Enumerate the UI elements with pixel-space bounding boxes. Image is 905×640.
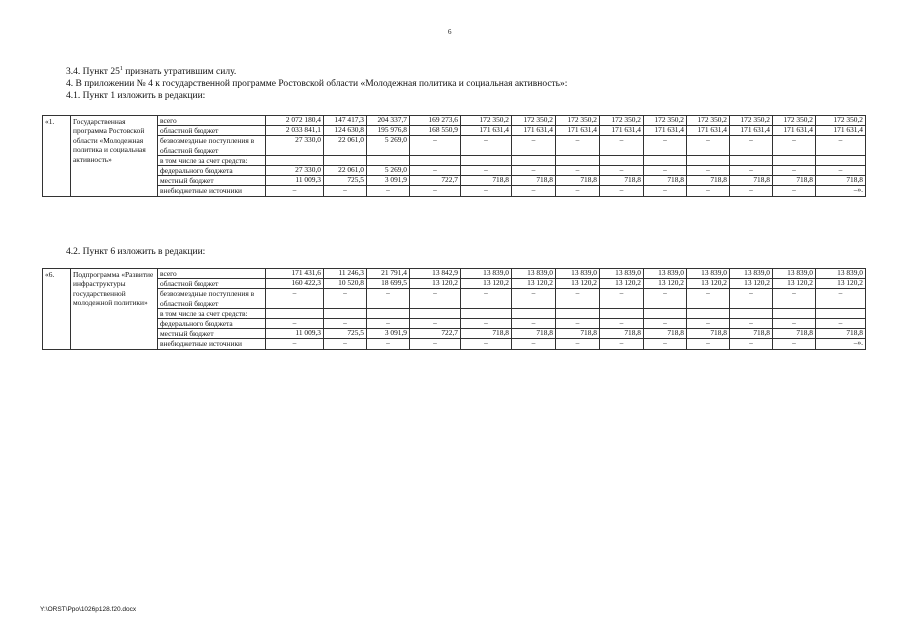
table-row <box>43 339 866 349</box>
value-cell: – <box>644 136 687 155</box>
table-subprogram-6 <box>42 268 866 350</box>
value-cell: 718,8 <box>816 329 866 339</box>
value-cell: 13 120,2 <box>687 279 730 289</box>
paragraph-3-4 <box>66 66 236 78</box>
value-cell: – <box>773 339 816 349</box>
value-cell: – <box>461 136 512 155</box>
value-cell: – <box>324 289 367 308</box>
value-cell <box>367 308 410 318</box>
value-cell <box>556 155 600 165</box>
funding-source-label: федерального бюджета <box>158 166 266 176</box>
value-cell: 13 120,2 <box>410 279 461 289</box>
value-cell: – <box>687 136 730 155</box>
value-cell: – <box>512 186 556 196</box>
value-cell: 10 520,8 <box>324 279 367 289</box>
value-cell: 11 009,3 <box>266 176 324 186</box>
table-row <box>43 319 866 329</box>
paragraph-3-4-tail: признать утратившим силу. <box>122 67 237 77</box>
funding-source-label: внебюджетные источники <box>158 186 266 196</box>
value-cell: – <box>324 339 367 349</box>
value-cell: 13 839,0 <box>644 269 687 279</box>
value-cell: 13 839,0 <box>600 269 644 279</box>
paragraph-4-1: 4.1. Пункт 1 изложить в редакции: <box>66 91 206 101</box>
value-cell: 204 337,7 <box>367 116 410 126</box>
program-name: Подпрограмма «Развитие инфраструктуры государственной молодежной политики» <box>71 269 158 350</box>
value-cell: 124 630,8 <box>324 126 367 136</box>
value-cell: 27 330,0 <box>266 166 324 176</box>
value-cell <box>644 155 687 165</box>
value-cell <box>324 155 367 165</box>
value-cell: 171 631,4 <box>461 126 512 136</box>
value-cell: 13 120,2 <box>773 279 816 289</box>
value-cell: – <box>410 186 461 196</box>
value-cell: 171 631,4 <box>556 126 600 136</box>
value-cell <box>644 308 687 318</box>
funding-source-label: внебюджетные источники <box>158 339 266 349</box>
value-cell: 718,8 <box>730 329 773 339</box>
value-cell <box>816 155 866 165</box>
value-cell: 22 061,0 <box>324 136 367 155</box>
value-cell: – <box>512 289 556 308</box>
value-cell: 718,8 <box>461 176 512 186</box>
value-cell: – <box>600 136 644 155</box>
value-cell: – <box>461 319 512 329</box>
table-row <box>43 186 866 196</box>
table-row <box>43 176 866 186</box>
value-cell <box>266 155 324 165</box>
value-cell: 13 839,0 <box>687 269 730 279</box>
value-cell: 718,8 <box>556 329 600 339</box>
funding-source-label: безвозмездные поступления в областной бюджет <box>158 289 266 308</box>
value-cell: 718,8 <box>461 329 512 339</box>
value-cell: 171 431,6 <box>266 269 324 279</box>
value-cell: – <box>556 186 600 196</box>
value-cell: 718,8 <box>773 329 816 339</box>
value-cell: 13 120,2 <box>461 279 512 289</box>
table-row <box>43 329 866 339</box>
value-cell: 13 839,0 <box>730 269 773 279</box>
value-cell: 13 842,9 <box>410 269 461 279</box>
value-cell: 171 631,4 <box>816 126 866 136</box>
value-cell: 22 061,0 <box>324 166 367 176</box>
value-cell: – <box>773 289 816 308</box>
value-cell: 171 631,4 <box>600 126 644 136</box>
table-row <box>43 289 866 308</box>
value-cell <box>512 308 556 318</box>
value-cell: 718,8 <box>556 176 600 186</box>
value-cell: – <box>556 136 600 155</box>
paragraph-3-4-superscript: 1 <box>119 65 123 72</box>
value-cell: – <box>461 166 512 176</box>
value-cell: – <box>687 289 730 308</box>
value-cell: – <box>773 319 816 329</box>
funding-source-label: безвозмездные поступления в областной бюджет <box>158 136 266 155</box>
program-name: Государственная программа Ростовской области «Молодежная политика и социальная активность» <box>71 116 158 197</box>
value-cell: – <box>512 319 556 329</box>
value-cell: 172 350,2 <box>730 116 773 126</box>
table-program-1 <box>42 115 866 197</box>
value-cell: 13 120,2 <box>816 279 866 289</box>
value-cell: 172 350,2 <box>461 116 512 126</box>
value-cell <box>367 155 410 165</box>
value-cell: 718,8 <box>512 329 556 339</box>
value-cell: 27 330,0 <box>266 136 324 155</box>
value-cell: 13 839,0 <box>816 269 866 279</box>
value-cell: 5 269,0 <box>367 166 410 176</box>
page-number: 6 <box>448 28 452 36</box>
value-cell: – <box>266 186 324 196</box>
value-cell: 147 417,3 <box>324 116 367 126</box>
value-cell: 13 120,2 <box>512 279 556 289</box>
value-cell: 195 976,8 <box>367 126 410 136</box>
value-cell: – <box>644 289 687 308</box>
value-cell: 171 631,4 <box>773 126 816 136</box>
value-cell: – <box>512 136 556 155</box>
paragraph-4: 4. В приложении № 4 к государственной программе Ростовской области «Молодежная политика и социальная активность»: <box>66 79 568 89</box>
value-cell: 2 033 841,1 <box>266 126 324 136</box>
value-cell: – <box>461 186 512 196</box>
value-cell <box>600 308 644 318</box>
value-cell: 169 273,6 <box>410 116 461 126</box>
value-cell: 172 350,2 <box>687 116 730 126</box>
value-cell: 718,8 <box>773 176 816 186</box>
value-cell: – <box>687 319 730 329</box>
value-cell: 13 839,0 <box>461 269 512 279</box>
value-cell: 13 839,0 <box>773 269 816 279</box>
table-row <box>43 166 866 176</box>
value-cell: – <box>556 166 600 176</box>
value-cell: 3 091,9 <box>367 176 410 186</box>
value-cell: 171 631,4 <box>730 126 773 136</box>
value-cell: – <box>600 289 644 308</box>
value-cell: – <box>512 166 556 176</box>
value-cell: – <box>730 319 773 329</box>
value-cell: 718,8 <box>512 176 556 186</box>
value-cell: – <box>556 319 600 329</box>
value-cell: 172 350,2 <box>512 116 556 126</box>
value-cell <box>556 308 600 318</box>
value-cell: 718,8 <box>644 329 687 339</box>
value-cell: – <box>730 289 773 308</box>
value-cell: 168 550,9 <box>410 126 461 136</box>
value-cell: 172 350,2 <box>644 116 687 126</box>
value-cell: – <box>556 339 600 349</box>
value-cell: 171 631,4 <box>644 126 687 136</box>
value-cell: – <box>324 186 367 196</box>
funding-source-label: в том числе за счет средств: <box>158 155 266 165</box>
value-cell: – <box>687 166 730 176</box>
value-cell: 172 350,2 <box>816 116 866 126</box>
funding-source-label: местный бюджет <box>158 176 266 186</box>
value-cell: 11 246,3 <box>324 269 367 279</box>
value-cell: 718,8 <box>687 329 730 339</box>
row-number: «1. <box>43 116 71 197</box>
value-cell: – <box>556 289 600 308</box>
value-cell <box>266 308 324 318</box>
table-row <box>43 155 866 165</box>
value-cell: – <box>816 166 866 176</box>
value-cell: – <box>644 186 687 196</box>
value-cell: 722,7 <box>410 329 461 339</box>
file-path-footer: Y:\ORST\Ppo\1026p128.f20.docx <box>40 606 137 613</box>
value-cell: 171 631,4 <box>512 126 556 136</box>
value-cell <box>410 308 461 318</box>
value-cell <box>687 155 730 165</box>
value-cell <box>410 155 461 165</box>
table-row <box>43 279 866 289</box>
value-cell <box>730 308 773 318</box>
table-row <box>43 308 866 318</box>
value-cell: 718,8 <box>600 329 644 339</box>
value-cell: –». <box>816 186 866 196</box>
value-cell: 21 791,4 <box>367 269 410 279</box>
table-row <box>43 269 866 279</box>
value-cell: 11 009,3 <box>266 329 324 339</box>
value-cell <box>773 308 816 318</box>
value-cell <box>730 155 773 165</box>
value-cell: – <box>600 339 644 349</box>
value-cell: – <box>410 136 461 155</box>
funding-source-label: местный бюджет <box>158 329 266 339</box>
value-cell: 2 072 180,4 <box>266 116 324 126</box>
value-cell: 718,8 <box>600 176 644 186</box>
value-cell: – <box>461 339 512 349</box>
value-cell: –». <box>816 339 866 349</box>
row-number: «6. <box>43 269 71 350</box>
table-row <box>43 136 866 155</box>
value-cell: 725,5 <box>324 176 367 186</box>
value-cell: – <box>367 186 410 196</box>
funding-source-label: всего <box>158 116 266 126</box>
value-cell: 722,7 <box>410 176 461 186</box>
value-cell: 718,8 <box>730 176 773 186</box>
value-cell: 13 120,2 <box>644 279 687 289</box>
value-cell: 718,8 <box>816 176 866 186</box>
value-cell: – <box>730 186 773 196</box>
value-cell: – <box>367 289 410 308</box>
value-cell: 13 120,2 <box>556 279 600 289</box>
value-cell <box>461 155 512 165</box>
value-cell <box>687 308 730 318</box>
value-cell: – <box>687 186 730 196</box>
value-cell: – <box>266 319 324 329</box>
value-cell: – <box>410 339 461 349</box>
value-cell: 18 699,5 <box>367 279 410 289</box>
value-cell <box>816 308 866 318</box>
value-cell <box>324 308 367 318</box>
value-cell: – <box>644 166 687 176</box>
paragraph-4-2: 4.2. Пункт 6 изложить в редакции: <box>66 247 206 257</box>
value-cell: – <box>461 289 512 308</box>
value-cell <box>600 155 644 165</box>
value-cell: – <box>410 319 461 329</box>
value-cell: – <box>816 136 866 155</box>
value-cell: – <box>410 166 461 176</box>
value-cell: – <box>730 339 773 349</box>
value-cell: – <box>644 339 687 349</box>
value-cell: – <box>644 319 687 329</box>
value-cell: 13 839,0 <box>556 269 600 279</box>
value-cell: – <box>600 166 644 176</box>
funding-source-label: всего <box>158 269 266 279</box>
value-cell: 13 839,0 <box>512 269 556 279</box>
value-cell: – <box>410 289 461 308</box>
value-cell <box>773 155 816 165</box>
value-cell: 171 631,4 <box>687 126 730 136</box>
value-cell: – <box>367 339 410 349</box>
value-cell: – <box>512 339 556 349</box>
value-cell <box>512 155 556 165</box>
value-cell: 3 091,9 <box>367 329 410 339</box>
value-cell: 718,8 <box>687 176 730 186</box>
table-row <box>43 126 866 136</box>
value-cell: – <box>600 186 644 196</box>
value-cell: – <box>266 289 324 308</box>
value-cell: – <box>600 319 644 329</box>
value-cell: – <box>816 319 866 329</box>
funding-source-label: в том числе за счет средств: <box>158 308 266 318</box>
value-cell: 160 422,3 <box>266 279 324 289</box>
value-cell: 13 120,2 <box>730 279 773 289</box>
value-cell: – <box>816 289 866 308</box>
value-cell: – <box>773 186 816 196</box>
value-cell: 172 350,2 <box>773 116 816 126</box>
paragraph-3-4-text: 3.4. Пункт 25 <box>66 67 120 77</box>
table-row <box>43 116 866 126</box>
funding-source-label: областной бюджет <box>158 126 266 136</box>
value-cell: – <box>730 136 773 155</box>
value-cell: 718,8 <box>644 176 687 186</box>
value-cell: – <box>367 319 410 329</box>
value-cell: – <box>687 339 730 349</box>
funding-source-label: областной бюджет <box>158 279 266 289</box>
value-cell: – <box>773 166 816 176</box>
value-cell: – <box>266 339 324 349</box>
value-cell: 172 350,2 <box>556 116 600 126</box>
funding-source-label: федерального бюджета <box>158 319 266 329</box>
value-cell: – <box>730 166 773 176</box>
value-cell: 725,5 <box>324 329 367 339</box>
value-cell: 13 120,2 <box>600 279 644 289</box>
value-cell: 172 350,2 <box>600 116 644 126</box>
value-cell: 5 269,0 <box>367 136 410 155</box>
value-cell <box>461 308 512 318</box>
value-cell: – <box>773 136 816 155</box>
value-cell: – <box>324 319 367 329</box>
